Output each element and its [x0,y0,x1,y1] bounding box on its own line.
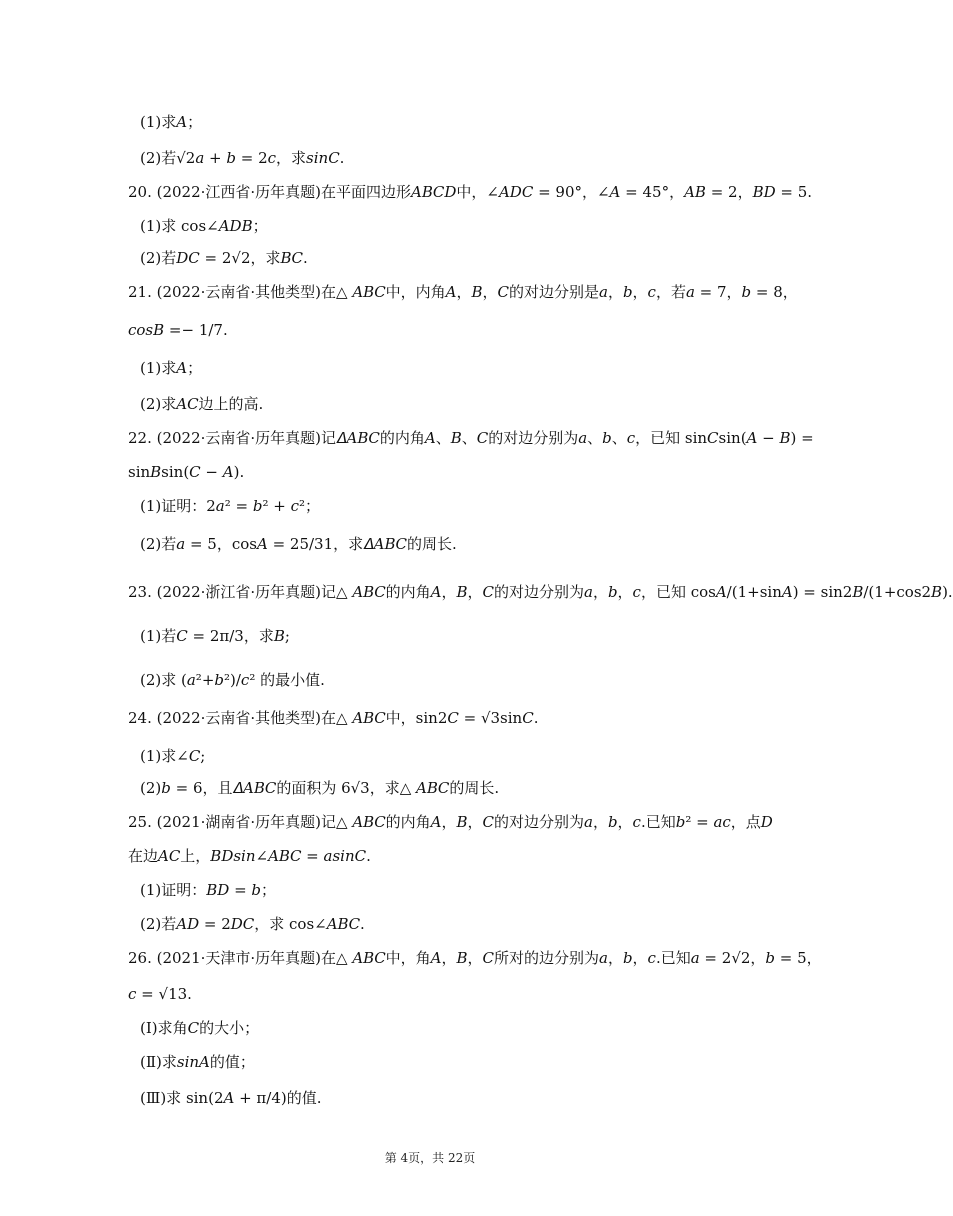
question-text-line: (2)𝑏 = 6，且𝛥𝐴𝐵𝐶的面积为 6√3，求△ 𝐴𝐵𝐶的周长. [140,779,500,797]
question-text-line: (Ⅱ)求𝑠𝑖𝑛𝐴的值； [140,1053,255,1071]
question-text-line: (1)证明：𝐵𝐷 = 𝑏； [140,881,277,899]
question-text-line: (1)若𝐶 = 2π/3，求𝐵; [140,627,290,645]
question-heading: 23. (2022·浙江省·历年真题)记△ 𝐴𝐵𝐶的内角𝐴，𝐵，𝐶的对边分别为𝑎，𝑏，𝑐，已知 cos𝐴/(1+sin𝐴) = sin2𝐵/(1+cos2𝐵). [128,583,953,601]
question-text-line: (2)求𝐴𝐶边上的高. [140,395,264,413]
question-text-line: (1)证明：2𝑎² = 𝑏² + 𝑐²； [140,497,320,515]
question-text-line: (2)若𝑎 = 5，cos𝐴 = 25/31，求𝛥𝐴𝐵𝐶的周长. [140,535,457,553]
question-text-line: (1)求𝐴； [140,359,203,377]
question-text-line: (1)求∠𝐶; [140,747,206,765]
question-text-line: (2)若𝐷𝐶 = 2√2，求𝐵𝐶. [140,249,308,267]
question-heading: 25. (2021·湖南省·历年真题)记△ 𝐴𝐵𝐶的内角𝐴，𝐵，𝐶的对边分别为𝑎，𝑏，𝑐.已知𝑏² = 𝑎𝑐，点𝐷 [128,813,773,831]
question-text-line: 𝑐 = √13. [128,985,192,1003]
question-text-line: (2)求 (𝑎²+𝑏²)/𝑐² 的最小值. [140,671,325,689]
question-text-line: (1)求𝐴； [140,113,203,131]
question-text-line: (2)若√2𝑎 + 𝑏 = 2𝑐，求𝑠𝑖𝑛𝐶. [140,149,345,167]
question-heading: 26. (2021·天津市·历年真题)在△ 𝐴𝐵𝐶中，角𝐴，𝐵，𝐶所对的边分别为𝑎，𝑏，𝑐.已知𝑎 = 2√2，𝑏 = 5， [128,949,822,967]
question-heading: 20. (2022·江西省·历年真题)在平面四边形𝐴𝐵𝐶𝐷中，∠𝐴𝐷𝐶 = 90°，∠𝐴 = 45°，𝐴𝐵 = 2，𝐵𝐷 = 5. [128,183,813,201]
question-text-line: 𝑐𝑜𝑠𝐵 =− 1/7. [128,321,228,339]
question-text-line: (1)求 cos∠𝐴𝐷𝐵； [140,217,268,235]
question-text-line: sin𝐵sin(𝐶 − 𝐴). [128,463,245,481]
page-footer: 第 4页，共 22页 [384,1151,476,1165]
question-heading: 21. (2022·云南省·其他类型)在△ 𝐴𝐵𝐶中，内角𝐴，𝐵，𝐶的对边分别是𝑎，𝑏，𝑐，若𝑎 = 7，𝑏 = 8， [128,283,798,301]
question-text-line: (Ⅰ)求角𝐶的大小； [140,1019,260,1037]
question-text-line: (2)若𝐴𝐷 = 2𝐷𝐶，求 cos∠𝐴𝐵𝐶. [140,915,365,933]
question-heading: 22. (2022·云南省·历年真题)记𝛥𝐴𝐵𝐶的内角𝐴、𝐵、𝐶的对边分别为𝑎、𝑏、𝑐，已知 sin𝐶sin(𝐴 − 𝐵) = [128,429,814,447]
question-text-line: 在边𝐴𝐶上，𝐵𝐷𝑠𝑖𝑛∠𝐴𝐵𝐶 = 𝑎𝑠𝑖𝑛𝐶. [128,847,371,865]
question-text-line: (Ⅲ)求 sin(2𝐴 + π/4)的值. [140,1089,322,1107]
question-heading: 24. (2022·云南省·其他类型)在△ 𝐴𝐵𝐶中，sin2𝐶 = √3sin𝐶. [128,709,539,727]
